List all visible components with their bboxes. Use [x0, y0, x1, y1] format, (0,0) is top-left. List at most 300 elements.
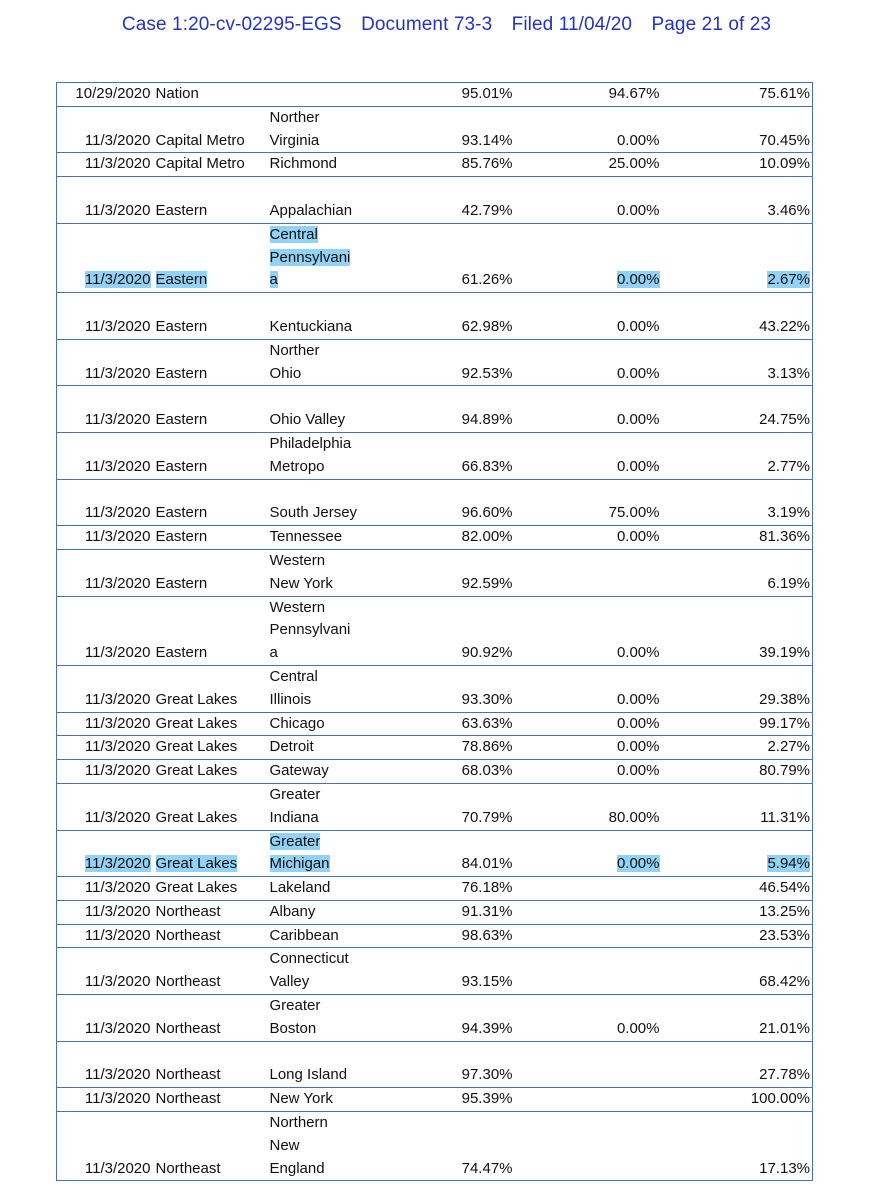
table-row — [57, 526, 813, 550]
percent-1-cell — [447, 995, 515, 1042]
percent-3-cell — [662, 712, 813, 736]
area-cell-text: Eastern — [155, 528, 208, 546]
district-line — [270, 224, 445, 247]
area-cell-text: Northeast — [155, 1159, 221, 1177]
table-row — [57, 83, 813, 107]
district-line — [270, 480, 445, 503]
percent-2-cell-text: 0.00% — [616, 690, 660, 708]
table-row — [57, 900, 813, 924]
table-row — [57, 293, 813, 340]
percent-3-cell-text: 100.00% — [750, 1090, 810, 1108]
table-row — [57, 736, 813, 760]
district-line — [270, 550, 445, 573]
district-text: Connecticut — [269, 950, 349, 968]
district-line — [270, 1135, 445, 1158]
table-row — [57, 665, 813, 712]
table-row — [57, 479, 813, 526]
percent-1-cell-text: 93.14% — [461, 131, 513, 149]
percent-2-cell — [515, 549, 662, 596]
district-line — [270, 925, 445, 948]
area-cell-text: Eastern — [155, 411, 208, 429]
percent-2-cell — [515, 106, 662, 153]
percent-3-cell-text: 80.79% — [759, 762, 810, 780]
percent-3-cell — [662, 665, 813, 712]
area-cell-text: Eastern — [155, 574, 208, 592]
percent-3-cell — [662, 995, 813, 1042]
percent-2-cell-text: 0.00% — [616, 1019, 660, 1037]
district-line — [270, 526, 445, 549]
percent-2-cell-text: 80.00% — [608, 808, 660, 826]
district-line — [270, 807, 445, 830]
percent-2-cell-text: 0.00% — [616, 317, 660, 335]
percent-2-cell — [515, 924, 662, 948]
percent-1-cell — [447, 900, 515, 924]
district-text: Tennessee — [269, 528, 343, 546]
date-cell — [57, 526, 153, 550]
district-line — [270, 901, 445, 924]
area-cell-text: Eastern — [155, 201, 208, 219]
date-cell — [57, 924, 153, 948]
date-cell-text: 11/3/2020 — [84, 1066, 151, 1084]
date-cell-text: 10/29/2020 — [75, 85, 151, 102]
percent-2-cell-text: 94.67% — [608, 85, 660, 102]
percent-1-cell — [447, 106, 515, 153]
date-cell — [57, 665, 153, 712]
percent-3-cell — [662, 1088, 813, 1112]
table-row — [57, 549, 813, 596]
percent-2-cell — [515, 665, 662, 712]
district-cell — [267, 1112, 447, 1181]
district-cell — [267, 293, 447, 340]
date-cell — [57, 153, 153, 177]
table-body — [57, 83, 813, 1181]
district-line — [270, 1018, 445, 1041]
table-row — [57, 1041, 813, 1088]
percent-1-cell-text: 93.15% — [461, 973, 513, 991]
percent-2-cell-text: 0.00% — [616, 528, 660, 546]
date-cell — [57, 432, 153, 479]
area-cell-text: Northeast — [155, 1090, 221, 1108]
percent-3-cell — [662, 760, 813, 784]
district-cell — [267, 830, 447, 877]
date-cell — [57, 783, 153, 830]
district-cell — [267, 1041, 447, 1088]
district-cell — [267, 526, 447, 550]
district-line — [270, 177, 445, 200]
percent-3-cell-text: 27.78% — [759, 1066, 810, 1084]
percent-1-cell — [447, 153, 515, 177]
percent-3-cell-text: 70.45% — [759, 131, 810, 149]
percent-3-cell-text: 6.19% — [767, 574, 810, 592]
percent-3-cell — [662, 549, 813, 596]
percent-3-cell — [662, 432, 813, 479]
percent-1-cell — [447, 712, 515, 736]
date-cell-text: 11/3/2020 — [84, 155, 151, 173]
percent-2-cell — [515, 339, 662, 386]
percent-2-cell — [515, 877, 662, 901]
district-text: Virginia — [269, 131, 320, 149]
percent-2-cell — [515, 760, 662, 784]
date-cell — [57, 736, 153, 760]
area-cell — [153, 877, 267, 901]
date-cell — [57, 900, 153, 924]
district-text: Detroit — [269, 738, 314, 756]
percent-2-cell — [515, 948, 662, 995]
percent-3-cell-text: 2.77% — [767, 457, 810, 475]
area-cell — [153, 948, 267, 995]
percent-2-cell-text: 0.00% — [616, 411, 660, 429]
percent-3-cell — [662, 106, 813, 153]
percent-1-cell-text: 61.26% — [461, 271, 513, 289]
district-text: Greater — [269, 832, 321, 850]
area-cell — [153, 339, 267, 386]
district-text: Pennsylvani — [269, 248, 351, 266]
district-line — [270, 831, 445, 854]
percent-1-cell-text: 82.00% — [461, 528, 513, 546]
area-cell — [153, 177, 267, 224]
date-cell — [57, 712, 153, 736]
date-cell — [57, 1041, 153, 1088]
table-row — [57, 830, 813, 877]
percent-3-cell — [662, 339, 813, 386]
date-cell — [57, 223, 153, 292]
percent-3-cell — [662, 526, 813, 550]
area-cell-text: Eastern — [155, 504, 208, 522]
district-text: Pennsylvani — [269, 621, 351, 639]
district-cell — [267, 432, 447, 479]
area-cell-text: Eastern — [155, 457, 208, 475]
table-row — [57, 339, 813, 386]
area-cell-text: Great Lakes — [155, 690, 238, 708]
table-row — [57, 712, 813, 736]
percent-2-cell-text: 0.00% — [616, 644, 660, 662]
district-cell — [267, 1088, 447, 1112]
district-cell — [267, 760, 447, 784]
date-cell-text: 11/3/2020 — [84, 902, 151, 920]
percent-1-cell — [447, 1041, 515, 1088]
district-cell — [267, 479, 447, 526]
date-cell — [57, 479, 153, 526]
area-cell-text: Nation — [155, 85, 199, 102]
percent-1-cell — [447, 1088, 515, 1112]
date-cell-text: 11/3/2020 — [84, 364, 151, 382]
percent-1-cell-text: 98.63% — [461, 926, 513, 944]
area-cell — [153, 549, 267, 596]
area-cell — [153, 83, 267, 107]
percent-1-cell-text: 62.98% — [461, 317, 513, 335]
district-line — [270, 200, 445, 223]
date-cell-text: 11/3/2020 — [84, 411, 151, 429]
date-cell-text: 11/3/2020 — [84, 690, 151, 708]
district-text: a — [269, 644, 278, 662]
district-line — [270, 948, 445, 971]
percent-1-cell — [447, 736, 515, 760]
district-line — [270, 573, 445, 596]
percent-2-cell — [515, 177, 662, 224]
percent-2-cell-text: 75.00% — [608, 504, 660, 522]
district-line — [270, 130, 445, 153]
district-text: Albany — [269, 902, 316, 920]
percent-1-cell — [447, 386, 515, 433]
district-cell — [267, 736, 447, 760]
district-text: Western — [269, 598, 326, 616]
table-row — [57, 1112, 813, 1181]
percent-3-cell-text: 29.38% — [759, 690, 810, 708]
area-cell-text: Great Lakes — [155, 855, 238, 873]
date-cell — [57, 1088, 153, 1112]
percent-2-cell-text: 0.00% — [616, 714, 660, 732]
area-cell — [153, 760, 267, 784]
percent-3-cell-text: 5.94% — [767, 855, 810, 873]
district-cell — [267, 596, 447, 665]
district-line — [270, 597, 445, 620]
district-text: Appalachian — [269, 201, 353, 219]
district-text: Illinois — [269, 690, 312, 708]
district-line — [270, 666, 445, 689]
percent-3-cell — [662, 877, 813, 901]
document-number: Document 73-3 — [361, 14, 493, 35]
filed-date: Filed 11/04/20 — [511, 14, 633, 35]
district-cell — [267, 900, 447, 924]
area-cell-text: Northeast — [155, 902, 221, 920]
percent-3-cell — [662, 1041, 813, 1088]
date-cell — [57, 177, 153, 224]
district-line — [270, 153, 445, 176]
percent-3-cell-text: 3.46% — [767, 201, 810, 219]
percent-1-cell — [447, 948, 515, 995]
percent-1-cell-text: 78.86% — [461, 738, 513, 756]
district-line — [270, 689, 445, 712]
percent-1-cell — [447, 479, 515, 526]
district-cell — [267, 153, 447, 177]
date-cell — [57, 339, 153, 386]
percent-3-cell — [662, 783, 813, 830]
date-cell — [57, 549, 153, 596]
area-cell-text: Capital Metro — [155, 131, 245, 149]
percent-3-cell — [662, 924, 813, 948]
district-line — [270, 784, 445, 807]
district-cell — [267, 924, 447, 948]
percent-1-cell-text: 84.01% — [461, 855, 513, 873]
percent-1-cell-text: 66.83% — [461, 457, 513, 475]
district-line — [270, 1112, 445, 1135]
area-cell-text: Northeast — [155, 926, 221, 944]
percent-3-cell-text: 43.22% — [759, 317, 810, 335]
district-line — [270, 456, 445, 479]
area-cell — [153, 386, 267, 433]
date-cell-text: 11/3/2020 — [84, 879, 151, 897]
district-line — [270, 293, 445, 316]
date-cell — [57, 83, 153, 107]
table-row — [57, 177, 813, 224]
district-line — [270, 83, 445, 106]
percent-2-cell — [515, 223, 662, 292]
date-cell — [57, 948, 153, 995]
percent-3-cell — [662, 223, 813, 292]
percent-3-cell-text: 68.42% — [759, 973, 810, 991]
percent-1-cell-text: 85.76% — [461, 155, 513, 173]
date-cell — [57, 106, 153, 153]
percent-2-cell — [515, 1112, 662, 1181]
date-cell-text: 11/3/2020 — [84, 1159, 151, 1177]
area-cell — [153, 736, 267, 760]
area-cell-text: Eastern — [155, 364, 208, 382]
percent-2-cell — [515, 1041, 662, 1088]
date-cell — [57, 1112, 153, 1181]
table-row — [57, 386, 813, 433]
percent-1-cell-text: 93.30% — [461, 690, 513, 708]
area-cell-text: Great Lakes — [155, 738, 238, 756]
percent-3-cell — [662, 736, 813, 760]
percent-1-cell-text: 92.59% — [461, 574, 513, 592]
table-row — [57, 877, 813, 901]
percent-1-cell-text: 91.31% — [461, 902, 513, 920]
percent-1-cell — [447, 223, 515, 292]
district-text: Boston — [269, 1019, 317, 1037]
percent-3-cell-text: 75.61% — [759, 85, 810, 102]
district-text: Indiana — [269, 808, 319, 826]
date-cell-text: 11/3/2020 — [84, 504, 151, 522]
date-cell-text: 11/3/2020 — [84, 808, 151, 826]
date-cell-text: 11/3/2020 — [84, 1090, 151, 1108]
district-line — [270, 1088, 445, 1111]
district-line — [270, 971, 445, 994]
percent-1-cell-text: 95.01% — [461, 85, 513, 102]
area-cell — [153, 995, 267, 1042]
district-line — [270, 247, 445, 270]
percent-3-cell — [662, 153, 813, 177]
district-cell — [267, 549, 447, 596]
percent-2-cell-text: 0.00% — [616, 131, 660, 149]
district-line — [270, 340, 445, 363]
area-cell-text: Eastern — [155, 317, 208, 335]
area-cell — [153, 153, 267, 177]
percent-3-cell — [662, 1112, 813, 1181]
percent-3-cell — [662, 479, 813, 526]
percent-2-cell — [515, 712, 662, 736]
percent-3-cell — [662, 596, 813, 665]
percent-3-cell-text: 10.09% — [759, 155, 810, 173]
percent-1-cell — [447, 293, 515, 340]
percent-1-cell-text: 92.53% — [461, 364, 513, 382]
percent-1-cell — [447, 877, 515, 901]
district-text: Western — [269, 551, 326, 569]
percent-2-cell — [515, 900, 662, 924]
date-cell — [57, 760, 153, 784]
percent-1-cell — [447, 924, 515, 948]
percent-2-cell — [515, 83, 662, 107]
district-text: Northern — [269, 1114, 328, 1132]
district-text: New — [269, 1136, 300, 1154]
percent-2-cell — [515, 596, 662, 665]
percent-3-cell — [662, 83, 813, 107]
percent-1-cell — [447, 830, 515, 877]
area-cell-text: Northeast — [155, 1019, 221, 1037]
district-text: South Jersey — [269, 504, 358, 522]
percent-1-cell-text: 63.63% — [461, 714, 513, 732]
area-cell — [153, 712, 267, 736]
area-cell — [153, 596, 267, 665]
table-row — [57, 924, 813, 948]
percent-3-cell — [662, 177, 813, 224]
date-cell — [57, 995, 153, 1042]
date-cell — [57, 293, 153, 340]
case-number: Case 1:20-cv-02295-EGS — [121, 14, 342, 35]
percent-3-cell — [662, 830, 813, 877]
district-line — [270, 877, 445, 900]
district-cell — [267, 948, 447, 995]
date-cell-text: 11/3/2020 — [84, 644, 151, 662]
district-line — [270, 1064, 445, 1087]
percent-1-cell-text: 68.03% — [461, 762, 513, 780]
percent-2-cell-text: 0.00% — [616, 364, 660, 382]
percent-1-cell-text: 76.18% — [461, 879, 513, 897]
percent-3-cell-text: 39.19% — [759, 644, 810, 662]
area-cell-text: Great Lakes — [155, 762, 238, 780]
percent-1-cell-text: 96.60% — [461, 504, 513, 522]
district-line — [270, 619, 445, 642]
area-cell — [153, 1112, 267, 1181]
district-text: Chicago — [269, 714, 325, 732]
district-line — [270, 433, 445, 456]
date-cell-text: 11/3/2020 — [84, 271, 151, 289]
area-cell — [153, 665, 267, 712]
district-text: Central — [269, 225, 318, 243]
area-cell-text: Northeast — [155, 1066, 221, 1084]
district-text: England — [269, 1159, 325, 1177]
district-cell — [267, 339, 447, 386]
percent-2-cell — [515, 479, 662, 526]
percent-2-cell — [515, 995, 662, 1042]
district-line — [270, 316, 445, 339]
percent-2-cell — [515, 293, 662, 340]
table-row — [57, 760, 813, 784]
area-cell-text: Capital Metro — [155, 155, 245, 173]
area-cell — [153, 1088, 267, 1112]
district-text: Long Island — [269, 1066, 348, 1084]
document-header — [0, 14, 893, 36]
date-cell-text: 11/3/2020 — [84, 574, 151, 592]
area-cell — [153, 783, 267, 830]
date-cell-text: 11/3/2020 — [84, 201, 151, 219]
percent-1-cell — [447, 177, 515, 224]
date-cell-text: 11/3/2020 — [84, 714, 151, 732]
table-row — [57, 106, 813, 153]
district-text: a — [269, 271, 278, 289]
table-row — [57, 596, 813, 665]
date-cell-text: 11/3/2020 — [84, 762, 151, 780]
area-cell-text: Eastern — [155, 271, 208, 289]
date-cell — [57, 830, 153, 877]
percent-3-cell-text: 2.27% — [767, 738, 810, 756]
percent-3-cell-text: 21.01% — [759, 1019, 810, 1037]
date-cell — [57, 877, 153, 901]
area-cell — [153, 526, 267, 550]
district-line — [270, 107, 445, 130]
percent-2-cell — [515, 736, 662, 760]
district-cell — [267, 665, 447, 712]
district-line — [270, 1042, 445, 1065]
area-cell — [153, 106, 267, 153]
percent-2-cell-text: 0.00% — [616, 762, 660, 780]
district-line — [270, 760, 445, 783]
percent-3-cell-text: 46.54% — [759, 879, 810, 897]
table-row — [57, 153, 813, 177]
percent-2-cell-text: 0.00% — [616, 738, 660, 756]
percent-3-cell-text: 23.53% — [759, 926, 810, 944]
percent-3-cell — [662, 293, 813, 340]
date-cell-text: 11/3/2020 — [84, 926, 151, 944]
